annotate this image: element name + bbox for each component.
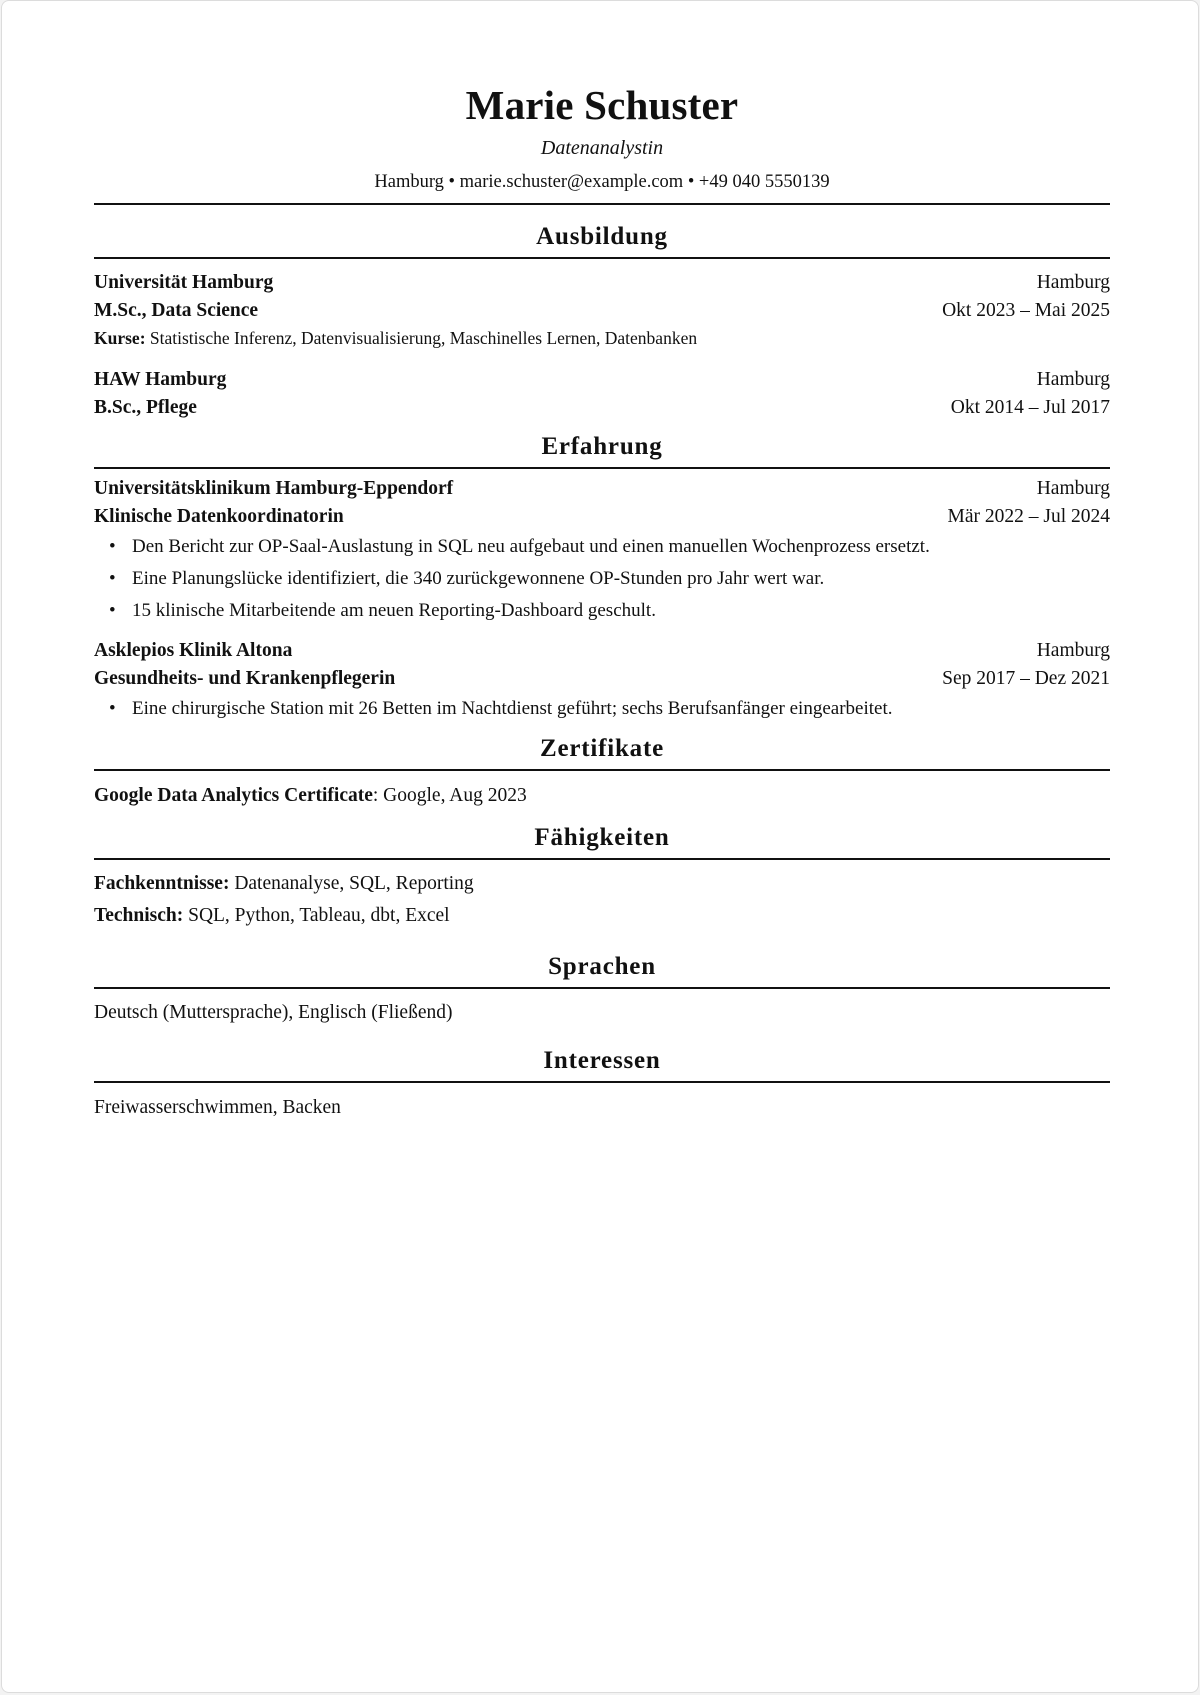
- education-entry: [94, 366, 1110, 422]
- candidate-name: Marie Schuster: [465, 82, 739, 128]
- job-dates: Mär 2022 – Jul 2024: [947, 506, 1110, 527]
- school-name: Universität Hamburg: [94, 272, 274, 293]
- education-row-school: [94, 366, 1110, 394]
- section-skills-title: Fähigkeiten: [94, 823, 1110, 860]
- courses-line: [94, 325, 1110, 351]
- company-location: Hamburg: [1036, 640, 1110, 661]
- experience-entry: [94, 637, 1110, 725]
- certificate-detail: : Google, Aug 2023: [372, 785, 527, 806]
- courses-list: Statistische Inferenz, Datenvisualisierung, Maschinelles Lernen, Datenbanken: [149, 328, 698, 348]
- school-location: Hamburg: [1036, 272, 1110, 293]
- skill-label: Technisch:: [94, 905, 184, 926]
- skill-line: [94, 868, 1110, 900]
- company-location: Hamburg: [1036, 478, 1110, 499]
- list-item: • Eine chirurgische Station mit 26 Betten im Nachtdienst geführt; sechs Berufsanfänger eingearbeitet.: [94, 693, 1110, 725]
- degree: M.Sc., Data Science: [94, 300, 259, 321]
- job-role: Gesundheits- und Krankenpflegerin: [94, 668, 396, 689]
- job-role: Klinische Datenkoordinatorin: [94, 506, 344, 527]
- section-experience-title: Erfahrung: [94, 432, 1110, 469]
- section-interests-title: Interessen: [94, 1046, 1110, 1083]
- degree: B.Sc., Pflege: [94, 397, 197, 418]
- header-divider: [94, 203, 1110, 205]
- education-row-degree: [94, 394, 1110, 422]
- skill-line: [94, 900, 1110, 932]
- education-row-degree: [94, 297, 1110, 325]
- list-item: • Eine Planungslücke identifiziert, die 340 zurückgewonnene OP-Stunden pro Jahr wert war.: [94, 563, 1110, 595]
- courses-label: Kurse:: [94, 328, 146, 348]
- education-dates: Okt 2014 – Jul 2017: [950, 397, 1110, 418]
- school-location: Hamburg: [1036, 369, 1110, 390]
- job-dates: Sep 2017 – Dez 2021: [942, 668, 1110, 689]
- candidate-title: Datenanalystin: [540, 137, 664, 159]
- list-item: • Den Bericht zur OP-Saal-Auslastung in SQL neu aufgebaut und einen manuellen Wochenprozess ersetzt.: [94, 531, 1110, 563]
- resume-content: [94, 77, 1110, 1124]
- list-item: • 15 klinische Mitarbeitende am neuen Reporting-Dashboard geschult.: [94, 595, 1110, 627]
- experience-entry: [94, 475, 1110, 627]
- section-certificates-title: Zertifikate: [94, 734, 1110, 771]
- education-entry: [94, 269, 1110, 351]
- section-education-title: Ausbildung: [94, 222, 1110, 259]
- certificate-line: [94, 780, 1110, 812]
- languages-text: Deutsch (Muttersprache), Englisch (Fließend): [94, 1002, 453, 1023]
- skill-value: Datenanalyse, SQL, Reporting: [229, 873, 474, 894]
- education-dates: Okt 2023 – Mai 2025: [942, 300, 1110, 321]
- section-languages-title: Sprachen: [94, 952, 1110, 989]
- experience-row-role: [94, 503, 1110, 531]
- interests-text: Freiwasserschwimmen, Backen: [94, 1097, 341, 1118]
- skills-list: [94, 868, 1110, 932]
- experience-row-role: [94, 665, 1110, 693]
- skill-value: SQL, Python, Tableau, dbt, Excel: [183, 905, 450, 926]
- school-name: HAW Hamburg: [94, 369, 227, 390]
- skill-label: Fachkenntnisse:: [94, 873, 230, 894]
- company-name: Universitätsklinikum Hamburg-Eppendorf: [94, 478, 454, 499]
- education-row-school: [94, 269, 1110, 297]
- experience-row-company: [94, 637, 1110, 665]
- company-name: Asklepios Klinik Altona: [94, 640, 293, 661]
- experience-row-company: [94, 475, 1110, 503]
- resume-page: [1, 0, 1199, 1693]
- contact-line: Hamburg • marie.schuster@example.com • +49 040 5550139: [374, 172, 830, 192]
- certificate-name: Google Data Analytics Certificate: [94, 785, 373, 806]
